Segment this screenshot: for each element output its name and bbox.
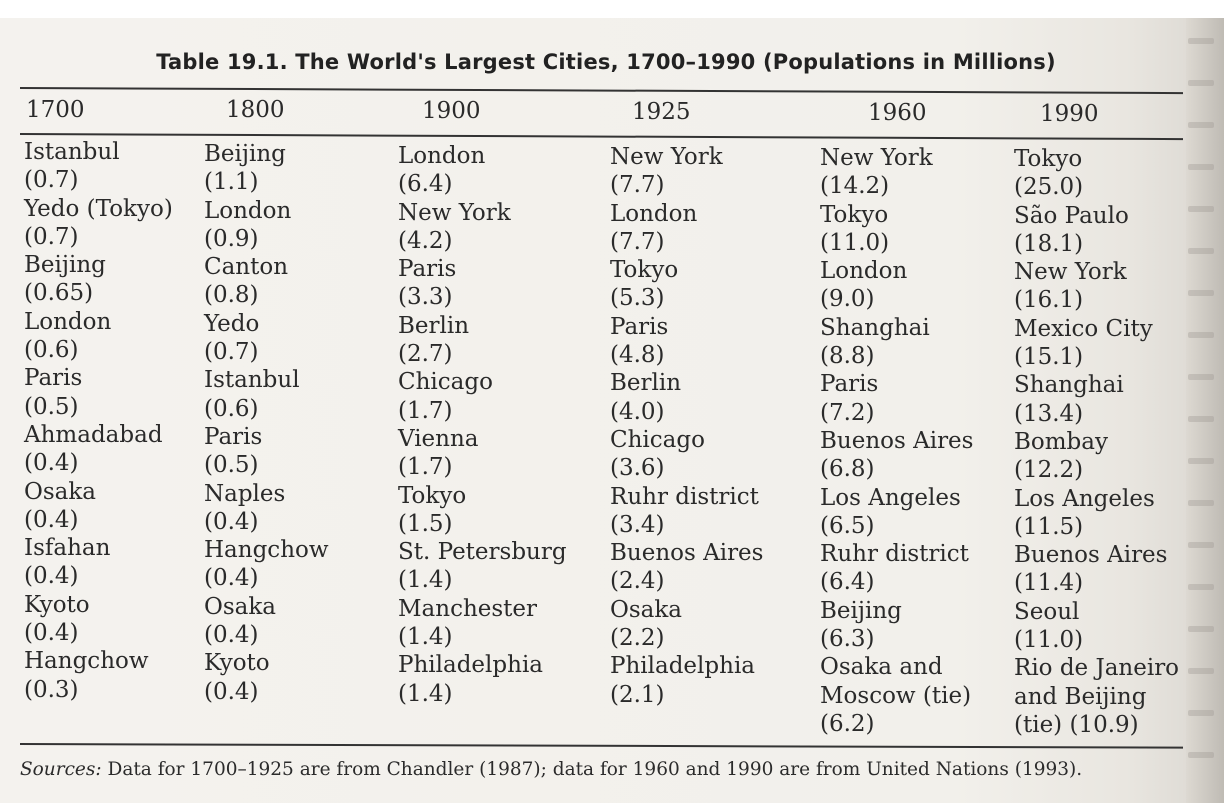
table-header-rule	[20, 133, 1183, 140]
city-entry	[610, 596, 763, 653]
city-population: (11.4)	[1014, 570, 1084, 597]
city-entry	[398, 595, 567, 652]
city-population: (0.6)	[204, 395, 259, 422]
city-name: London	[610, 200, 698, 227]
city-list	[1014, 145, 1179, 739]
city-population: (tie) (10.9)	[1014, 711, 1139, 738]
city-population: (4.8)	[610, 342, 665, 369]
city-population: (12.2)	[1014, 457, 1084, 484]
city-population: (15.1)	[1014, 344, 1084, 371]
city-population: (4.2)	[398, 227, 453, 254]
city-name: Berlin	[610, 370, 682, 397]
city-population: (2.4)	[610, 568, 665, 595]
city-name: Paris	[204, 423, 263, 450]
city-name: Yedo	[204, 310, 260, 337]
city-population: (11.0)	[820, 229, 890, 256]
city-name: Osaka	[610, 596, 683, 623]
city-entry	[820, 257, 973, 314]
city-entry	[1014, 258, 1179, 315]
city-name: Buenos Aires	[610, 540, 764, 567]
city-entry	[24, 195, 173, 252]
facing-page-edge	[1186, 18, 1224, 803]
city-name: Tokyo	[820, 201, 889, 228]
city-name: Tokyo	[1014, 146, 1083, 172]
city-entry	[1014, 485, 1179, 542]
city-population: (18.1)	[1014, 230, 1084, 257]
city-entry	[204, 536, 329, 593]
city-name: Ruhr district	[610, 483, 759, 510]
city-entry	[398, 312, 567, 369]
city-entry	[204, 366, 329, 423]
column-header-year: 1960	[868, 100, 927, 126]
city-entry	[204, 197, 329, 254]
city-entry	[24, 591, 173, 648]
city-name: Seoul	[1014, 598, 1080, 625]
city-name: New York	[820, 145, 933, 171]
city-entry	[610, 483, 763, 540]
city-population: (13.4)	[1014, 400, 1084, 427]
city-population: (0.7)	[24, 223, 79, 250]
city-entry	[398, 538, 567, 595]
city-entry	[610, 313, 763, 370]
city-population: (0.4)	[24, 450, 79, 477]
city-population: (0.6)	[24, 337, 79, 364]
city-name: Paris	[24, 365, 83, 392]
city-entry	[398, 651, 567, 708]
city-list	[820, 144, 973, 738]
city-entry	[24, 647, 173, 704]
city-name: Mexico City	[1014, 315, 1153, 342]
city-entry	[610, 143, 763, 200]
city-population: (0.5)	[24, 393, 79, 420]
city-entry	[1014, 315, 1179, 372]
city-population: (1.7)	[398, 397, 453, 424]
table-source-note	[20, 759, 1082, 780]
city-population: (7.2)	[820, 399, 875, 426]
city-name: Paris	[820, 371, 879, 398]
city-population: (5.3)	[610, 285, 665, 312]
source-text: Data for 1700–1925 are from Chandler (1987); data for 1960 and 1990 are from United Nations (1993).	[101, 759, 1083, 780]
city-population: (11.0)	[1014, 627, 1084, 654]
city-entry	[610, 539, 763, 596]
city-name: Tokyo	[610, 257, 679, 284]
table-top-rule	[20, 87, 1183, 94]
city-name: Rio de Janeiro	[1014, 655, 1180, 682]
city-population: (1.1)	[204, 169, 259, 196]
city-entry	[820, 653, 973, 738]
city-population: (0.9)	[204, 225, 259, 252]
city-entry	[610, 256, 763, 313]
city-entry	[398, 142, 567, 199]
city-entry	[204, 253, 329, 310]
city-population: (2.1)	[610, 681, 665, 708]
city-name: Chicago	[398, 369, 493, 396]
city-population: (0.8)	[204, 282, 259, 309]
city-population: (0.7)	[204, 339, 259, 366]
city-population: (6.4)	[820, 569, 875, 596]
city-name: New York	[610, 144, 723, 170]
city-population: (0.4)	[204, 678, 259, 705]
city-entry	[398, 425, 567, 482]
city-population: (8.8)	[820, 343, 875, 370]
city-population: (1.4)	[398, 567, 453, 594]
city-entry	[24, 364, 173, 421]
city-name: London	[820, 258, 908, 285]
city-entry	[204, 140, 329, 197]
city-name: Beijing	[24, 252, 106, 279]
city-list	[24, 138, 173, 704]
city-name: Isfahan	[24, 535, 111, 562]
city-name: Shanghai	[1014, 372, 1124, 399]
city-entry	[24, 308, 173, 365]
city-entry	[1014, 145, 1179, 202]
city-population: (3.4)	[610, 511, 665, 538]
page-top-edge	[0, 0, 1224, 18]
city-name: Canton	[204, 254, 289, 281]
city-entry	[610, 652, 763, 709]
city-population: (7.7)	[610, 228, 665, 255]
city-name: Hangchow	[24, 648, 149, 675]
city-population: (0.4)	[24, 620, 79, 647]
city-population: (7.7)	[610, 172, 665, 199]
city-entry	[610, 426, 763, 483]
city-population: (2.2)	[610, 625, 665, 652]
city-population: (1.5)	[398, 510, 453, 537]
city-name: Ruhr district	[820, 541, 969, 568]
city-entry	[1014, 428, 1179, 485]
city-entry	[24, 478, 173, 535]
city-name: Beijing	[204, 141, 286, 167]
city-name: Chicago	[610, 426, 705, 453]
city-name: Osaka and	[820, 654, 943, 681]
city-list	[610, 143, 763, 709]
city-entry	[398, 482, 567, 539]
city-entry	[24, 534, 173, 591]
city-entry	[610, 369, 763, 426]
city-name: London	[24, 308, 112, 335]
city-list	[398, 142, 567, 708]
city-population: (6.3)	[820, 626, 875, 653]
city-entry	[398, 255, 567, 312]
city-population: (0.5)	[204, 452, 259, 479]
city-population: (25.0)	[1014, 174, 1084, 201]
city-name-continued: Moscow (tie)	[820, 682, 972, 709]
column-header-year: 1990	[1040, 101, 1099, 127]
city-population: (0.7)	[24, 167, 79, 194]
city-entry	[820, 314, 973, 371]
city-entry	[204, 310, 329, 367]
city-entry	[1014, 371, 1179, 428]
city-name-continued: and Beijing	[1014, 683, 1147, 710]
city-population: (4.0)	[610, 398, 665, 425]
city-name: Kyoto	[204, 650, 270, 677]
city-name: Buenos Aires	[820, 427, 974, 454]
city-population: (6.4)	[398, 171, 453, 198]
city-population: (6.5)	[820, 512, 875, 539]
city-entry	[820, 484, 973, 541]
city-entry	[1014, 598, 1179, 655]
city-entry	[204, 423, 329, 480]
city-name: New York	[398, 199, 511, 226]
city-name: Berlin	[398, 312, 470, 339]
column-header-year: 1925	[632, 99, 691, 125]
city-name: Osaka	[24, 478, 97, 505]
city-population: (14.2)	[820, 173, 890, 200]
city-name: Ahmadabad	[24, 421, 163, 448]
city-name: Beijing	[820, 597, 902, 624]
city-entry	[820, 427, 973, 484]
source-label: Sources:	[20, 759, 102, 780]
city-name: Shanghai	[820, 314, 930, 341]
city-entry	[1014, 202, 1179, 259]
city-name: St. Petersburg	[398, 539, 567, 566]
city-population: (0.4)	[204, 565, 259, 592]
city-entry	[204, 593, 329, 650]
column-header-year: 1800	[226, 97, 285, 123]
city-population: (1.4)	[398, 680, 453, 707]
city-name: Vienna	[398, 425, 479, 452]
city-name: Kyoto	[24, 591, 90, 618]
city-population: (16.1)	[1014, 287, 1084, 314]
city-entry	[820, 201, 973, 258]
city-entry	[204, 649, 329, 706]
city-population: (0.4)	[24, 506, 79, 533]
city-population: (0.3)	[24, 676, 79, 703]
city-name: Bombay	[1014, 428, 1108, 455]
city-name: Los Angeles	[820, 484, 961, 511]
city-population: (1.4)	[398, 624, 453, 651]
city-population: (0.4)	[204, 622, 259, 649]
city-entry	[820, 144, 973, 201]
city-name: São Paulo	[1014, 202, 1129, 229]
city-population: (1.7)	[398, 454, 453, 481]
city-name: London	[204, 197, 292, 224]
city-entry	[1014, 654, 1179, 739]
city-name: Paris	[610, 313, 669, 340]
city-entry	[820, 597, 973, 654]
city-name: Philadelphia	[610, 653, 756, 680]
city-name: London	[398, 143, 486, 169]
column-header-year: 1700	[26, 97, 85, 123]
city-name: Yedo (Tokyo)	[24, 195, 173, 222]
city-name: Paris	[398, 256, 457, 283]
city-name: Naples	[204, 480, 286, 507]
city-name: Osaka	[204, 593, 277, 620]
city-entry	[24, 138, 173, 195]
city-entry	[204, 480, 329, 537]
city-entry	[24, 421, 173, 478]
city-entry	[398, 199, 567, 256]
city-entry	[610, 200, 763, 257]
city-population: (3.3)	[398, 284, 453, 311]
city-population: (0.4)	[204, 508, 259, 535]
city-name: Hangchow	[204, 537, 329, 564]
city-population: (0.65)	[24, 280, 94, 307]
city-population: (6.2)	[820, 710, 875, 737]
city-name: Manchester	[398, 595, 538, 622]
city-name: Istanbul	[24, 139, 120, 165]
city-entry	[398, 368, 567, 425]
table-bottom-rule	[20, 743, 1183, 749]
city-list	[204, 140, 329, 706]
city-name: New York	[1014, 259, 1127, 286]
city-name: Istanbul	[204, 367, 300, 394]
city-entry	[1014, 541, 1179, 598]
city-population: (0.4)	[24, 563, 79, 590]
table-title: Table 19.1. The World's Largest Cities, 1700–1990 (Populations in Millions)	[156, 50, 1056, 74]
city-name: Buenos Aires	[1014, 542, 1168, 569]
column-header-year: 1900	[422, 98, 481, 124]
city-population: (2.7)	[398, 341, 453, 368]
city-name: Tokyo	[398, 482, 467, 509]
city-entry	[820, 370, 973, 427]
city-population: (11.5)	[1014, 513, 1084, 540]
city-population: (6.8)	[820, 456, 875, 483]
city-name: Philadelphia	[398, 652, 544, 679]
city-name: Los Angeles	[1014, 485, 1155, 512]
city-population: (3.6)	[610, 455, 665, 482]
city-entry	[24, 251, 173, 308]
city-entry	[820, 540, 973, 597]
city-population: (9.0)	[820, 286, 875, 313]
